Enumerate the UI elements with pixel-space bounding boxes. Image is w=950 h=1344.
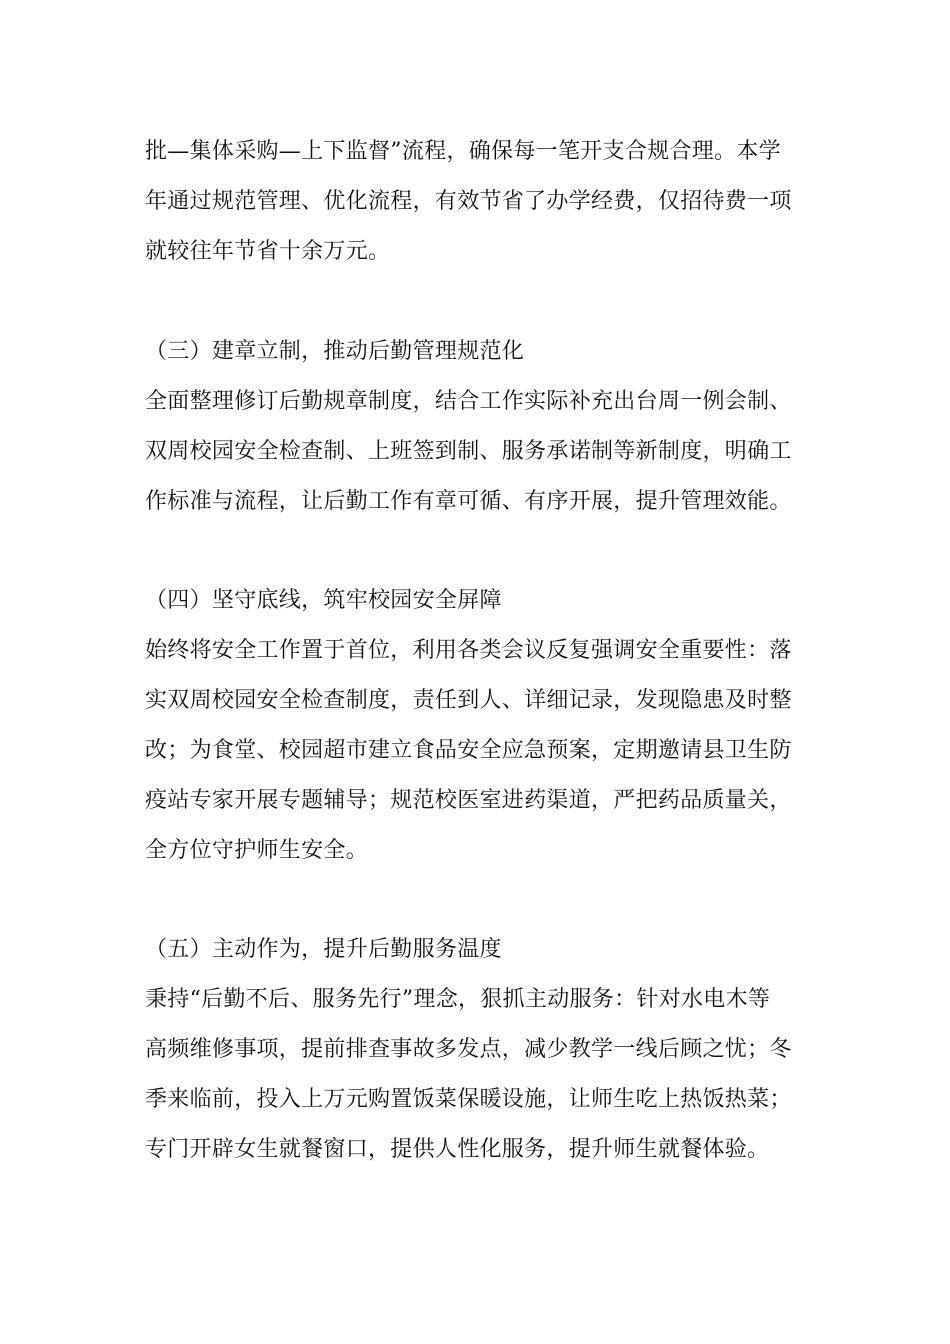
body-text-line: 年通过规范管理、优化流程，有效节省了办学经费，仅招待费一项 — [145, 189, 792, 214]
body-text-line: 高频维修事项，提前排查事故多发点，减少教学一线后顾之忧；冬 — [145, 1037, 792, 1062]
body-text-line: 疫站专家开展专题辅导；规范校医室进药渠道，严把药品质量关， — [145, 788, 792, 813]
body-text-line: 秉持“后勤不后、服务先行”理念，狠抓主动服务：针对水电木等 — [145, 987, 771, 1012]
body-text-line: 双周校园安全检查制、上班签到制、服务承诺制等新制度，明确工 — [145, 439, 792, 464]
section-heading: （四）坚守底线，筑牢校园安全屏障 — [145, 588, 502, 613]
body-text-line: 就较往年节省十余万元。 — [145, 239, 391, 264]
body-text-line: 全面整理修订后勤规章制度，结合工作实际补充出台周一例会制、 — [145, 389, 792, 414]
body-text-line: 批—集体采购—上下监督”流程，确保每一笔开支合规合理。本学 — [145, 139, 781, 164]
body-text-line: 实双周校园安全检查制度，责任到人、详细记录，发现隐患及时整 — [145, 688, 792, 713]
section-heading: （三）建章立制，推动后勤管理规范化 — [145, 339, 525, 364]
body-text-line: 作标准与流程，让后勤工作有章可循、有序开展，提升管理效能。 — [145, 489, 792, 514]
body-text-line: 改；为食堂、校园超市建立食品安全应急预案，定期邀请县卫生防 — [145, 738, 792, 763]
body-text-line: 季来临前，投入上万元购置饭菜保暖设施，让师生吃上热饭热菜； — [145, 1087, 792, 1112]
body-text-line: 始终将安全工作置于首位，利用各类会议反复强调安全重要性：落 — [145, 638, 792, 663]
body-text-line: 专门开辟女生就餐窗口，提供人性化服务，提升师生就餐体验。 — [145, 1137, 770, 1162]
body-text-line: 全方位守护师生安全。 — [145, 838, 369, 863]
section-heading: （五）主动作为，提升后勤服务温度 — [145, 937, 502, 962]
